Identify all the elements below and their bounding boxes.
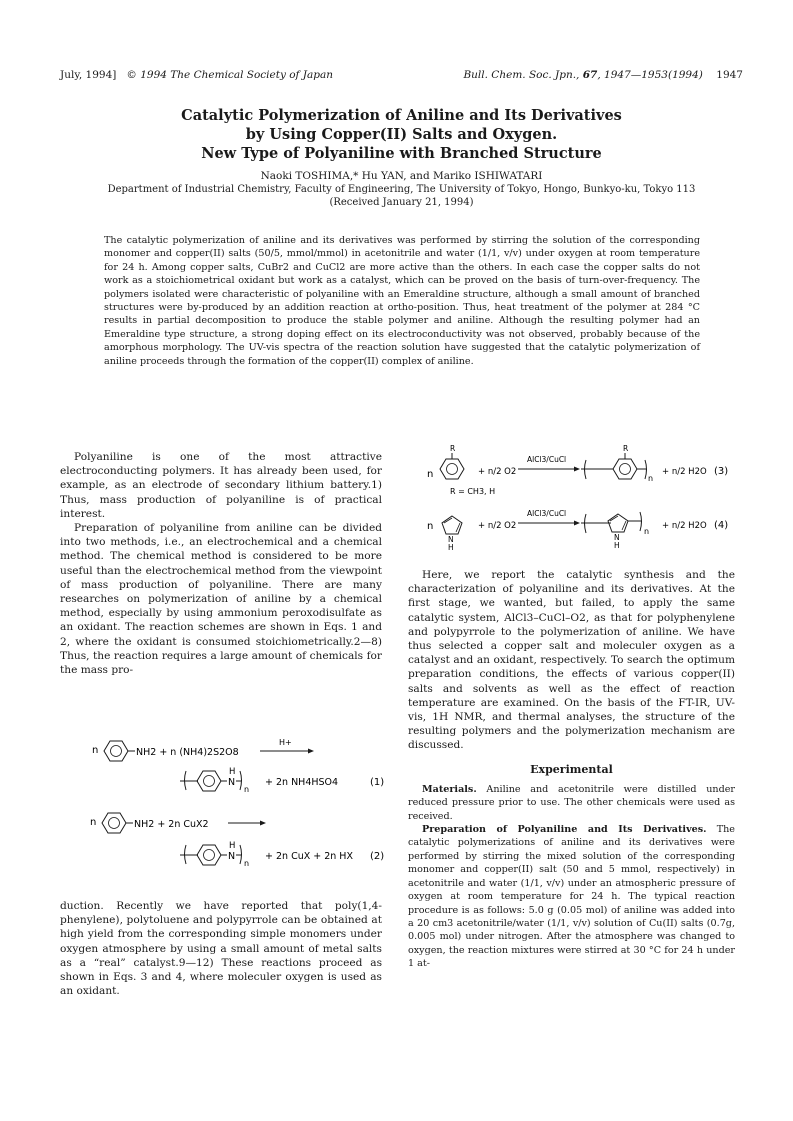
affiliation: Department of Industrial Chemistry, Faculty of Engineering, The University of Tokyo, Hongo, Bunkyo-ku, Tokyo 113 [107,184,696,195]
polyphenylene-repeat-unit-icon [581,444,653,483]
section-heading-experimental: Experimental [530,762,613,776]
preparation-paragraph: Preparation of Polyaniline and Its Derivatives. The catalytic polymerizations of aniline and its derivatives were performed by stirring the mixed solution of the corresponding monomer and copper(II) salt (50 and 5 mmol, respectively) in acetonitrile and water (1/1, v/v) under an atmospheric pressure of oxygen at room temperature for 24 h. The typical reaction procedure is as follows: 5.0 g (0.05 mol) of aniline was added into a 20 cm3 acetonitrile/water (1/1, v/v) solution of Cu(II) salts (0.7g, 0.005 mol) under nitrogen. After the atmosphere was changed to oxygen, the reaction mixtures were stirred at 30 °C for 24 h under 1 at- [408,824,735,970]
eq2-n-coefficient: n [90,817,97,828]
svg-text:R: R [450,444,456,453]
svg-text:H: H [448,543,454,552]
equation-number-1: (1) [370,777,385,788]
left-column-continued [60,899,382,998]
journal-volume: 67 [582,69,598,81]
equation-1-scheme [60,736,390,808]
copyright-icon: © [126,69,137,81]
paper-title: Catalytic Polymerization of Aniline and Its Derivatives by Using Copper(II) Salts and Oxygen. New Type of Polyaniline with Branched Structure [181,107,622,162]
author-list: Naoki TOSHIMA,* Hu YAN, and Mariko ISHIWATARI [260,170,543,182]
intro-paragraph-3: duction. Recently we have reported that poly(1,4-phenylene), polytoluene and polypyrrole can be obtained at high yield from the corresponding simple monomers under oxygen atmosphere by using a small amount of metal salts as a “real” catalyst.9—12) These reactions proceed as shown in Eqs. 3 and 4, where moleculer oxygen is used as an oxidant. [60,900,382,998]
svg-text:N: N [614,533,620,542]
equation-number-3: (3) [714,466,729,477]
running-header [60,69,743,85]
equation-2-scheme [60,808,390,876]
eq3-oxygen: + n/2 O2 [478,467,517,477]
eq3-water: + n/2 H2O [662,467,707,477]
right-column [408,568,735,971]
svg-text:n: n [648,474,654,483]
eq3-substituent-note: R = CH3, H [450,487,496,496]
left-column-intro [60,450,382,677]
equation-number-2: (2) [370,851,385,862]
svg-text:H: H [229,841,236,851]
received-date: (Received January 21, 1994) [329,197,474,208]
abstract: The catalytic polymerization of aniline and its derivatives was performed by stirring the solution of the corresponding monomer and copper(II) salts (50/5, mmol/mmol) in acetonitrile and water (1/1, v/v) under oxygen at room temperature for 24 h. Among copper salts, CuBr2 and CuCl2 are more active than the others. In each case the copper salts do not work as a stoichiometrical oxidant but work as a catalyst, which can be proved on the basis of turn-over-frequency. The polymers isolated were characteristic of polyaniline with an Emeraldine structure, although a small amount of branched structures were by-produced by an addition reaction at ortho-position. Thus, heat treatment of the polymer at 284 °C results in partial decomposition to produce the stable polymer and aniline. Although the resulting polymer had an Emeraldine type structure, a strong doping effect on its electroconductivity was not observed, probably because of the amorphous morphology. The UV-vis spectra of the reaction solution have suggested that the catalytic polymerization of aniline proceeds through the formation of the copper(II) complex of aniline. [104,235,700,367]
intro-paragraph-1: Polyaniline is one of the most attractive electroconducting polymers. It has already been used, for example, as an electrode of secondary lithium battery.1) Thus, mass production of polyaniline is of practical interest. [60,451,382,520]
eq3-catalyst: AlCl3/CuCl [527,455,567,464]
equation-4-scheme [408,506,738,552]
equation-3-scheme [408,440,738,496]
eq4-catalyst: AlCl3/CuCl [527,509,567,518]
eq1-reagents: NH2 + n (NH4)2S2O8 [136,747,239,758]
svg-text:n: n [427,521,434,532]
header-society: 1994 The Chemical Society of Japan [140,69,333,81]
eq4-oxygen: + n/2 O2 [478,521,517,531]
intro-paragraph-4: Here, we report the catalytic synthesis and the characterization of polyaniline and its derivatives. At the first stage, we wanted, but failed, to apply the same catalytic system, AlCl3–CuCl–O2, as that for polyphenylene and polypyrrole to the polymerization of aniline. We have thus selected a copper salt and moleculer oxygen as a catalyst and an oxidant, respectively. To search the optimum preparation conditions, the effects of various copper(II) salts and solvents as well as the effect of reaction temperature are examined. On the basis of the FT-IR, UV-vis, 1H NMR, and thermal analyses, the structure of the resulting polymers and the polymerization mechanism are discussed. [408,569,735,752]
polypyrrole-repeat-unit-icon [581,512,649,550]
equation-number-4: (4) [714,520,729,531]
eq4-water: + n/2 H2O [662,521,707,531]
svg-text:n: n [427,469,434,480]
svg-text:n: n [244,785,250,794]
polyaniline-repeat-unit-icon [180,767,249,794]
journal-pages: , 1947—1953(1994) [597,69,703,81]
pyrrole-ring-icon [442,516,462,552]
title-block [60,106,743,209]
materials-paragraph: Materials. Aniline and acetonitrile were distilled under reduced pressure prior to use. The other chemicals were used as received. [408,783,735,822]
eq2-reagents: NH2 + 2n CuX2 [134,819,209,830]
eq1-products: + 2n NH4HSO4 [265,777,339,788]
header-date: July, 1994] [60,69,117,81]
polyaniline-repeat-unit-icon [180,841,249,868]
eq2-products: + 2n CuX + 2n HX [265,851,353,862]
svg-text:n: n [644,527,650,536]
svg-text:N: N [228,851,236,862]
svg-text:H: H [229,767,236,777]
svg-text:R: R [623,444,629,453]
svg-text:N: N [448,535,454,544]
benzene-ring-icon [102,813,126,833]
intro-paragraph-2: Preparation of polyaniline from aniline can be divided into two methods, i.e., an electrochemical and a chemical method. The chemical method is considered to be more useful than the electrochemical method from the viewpoint of mass production of polyaniline. There are many researches on polymerization of aniline by a chemical method, especially by using ammonium peroxodisulfate as an oxidant. The reaction schemes are shown in Eqs. 1 and 2, where the oxidant is consumed stoichiometrically.2—8) Thus, the reaction requires a large amount of chemicals for the mass pro- [60,522,382,677]
eq1-n-coefficient: n [92,745,99,756]
svg-text:H: H [614,541,620,550]
journal-abbreviation: Bull. Chem. Soc. Jpn., [463,69,580,81]
benzene-ring-icon [104,741,128,761]
experimental-text [408,783,735,971]
eq1-arrow-label: H+ [279,738,292,747]
benzene-ring-icon [440,459,464,479]
page-number: 1947 [716,69,743,81]
svg-text:n: n [244,859,250,868]
svg-text:N: N [228,777,236,788]
